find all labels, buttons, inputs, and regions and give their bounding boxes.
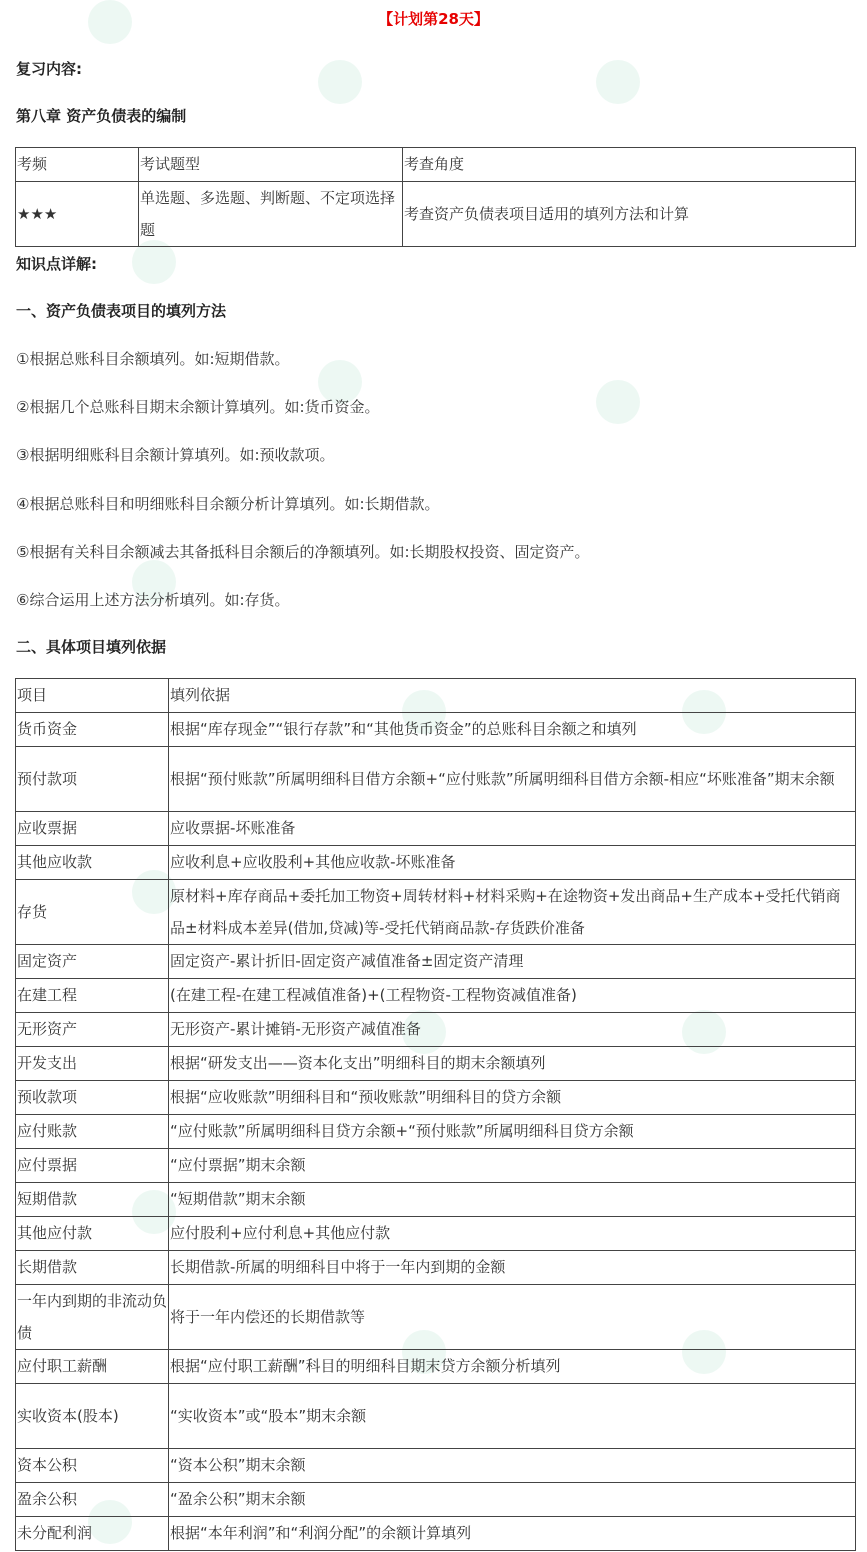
- table-row: [16, 1217, 856, 1251]
- section-heading: 二、具体项目填列依据: [16, 638, 167, 656]
- page-title: 【计划第28天】: [378, 10, 489, 28]
- table-row: [16, 1384, 856, 1449]
- review-label: 复习内容:: [16, 60, 82, 78]
- item-name: 盈余公积: [16, 1483, 169, 1517]
- table-row: [16, 846, 856, 880]
- item-basis: 根据“应付职工薪酬”科目的明细科目期末贷方余额分析填列: [169, 1350, 856, 1384]
- item-basis: 应收票据-坏账准备: [169, 812, 856, 846]
- table-row: [16, 1183, 856, 1217]
- item-basis: 原材料+库存商品+委托加工物资+周转材料+材料采购+在途物资+发出商品+生产成本+受托代销商品±材料成本差异(借加,贷减)等-受托代销商品款-存货跌价准备: [169, 880, 856, 945]
- watermark-logo-icon: [596, 60, 640, 104]
- item-name: 一年内到期的非流动负债: [16, 1285, 169, 1350]
- table-row: [16, 1013, 856, 1047]
- section-heading: 一、资产负债表项目的填列方法: [16, 302, 227, 320]
- item-basis: “短期借款”期末余额: [169, 1183, 856, 1217]
- frequency-stars: ★★★: [16, 182, 139, 247]
- table-row: [16, 979, 856, 1013]
- items-table: [15, 678, 856, 1551]
- item-name: 预收款项: [16, 1081, 169, 1115]
- item-basis: 应付股利+应付利息+其他应付款: [169, 1217, 856, 1251]
- table-row: [16, 1115, 856, 1149]
- item-name: 短期借款: [16, 1183, 169, 1217]
- chapter-title: 第八章 资产负债表的编制: [16, 107, 187, 125]
- table-row: [16, 1449, 856, 1483]
- table-row: [16, 182, 856, 247]
- item-name: 其他应付款: [16, 1217, 169, 1251]
- table-row: [16, 1350, 856, 1384]
- item-basis: 将于一年内偿还的长期借款等: [169, 1285, 856, 1350]
- table-row: [16, 1081, 856, 1115]
- summary-table: [15, 147, 856, 247]
- item-basis: “资本公积”期末余额: [169, 1449, 856, 1483]
- item-name: 资本公积: [16, 1449, 169, 1483]
- table-header-cell: 考频: [16, 148, 139, 182]
- table-cell: 考查资产负债表项目适用的填列方法和计算: [403, 182, 856, 247]
- item-basis: (在建工程-在建工程减值准备)+(工程物资-工程物资减值准备): [169, 979, 856, 1013]
- table-row: [16, 1251, 856, 1285]
- method-item: ④根据总账科目和明细账科目余额分析计算填列。如:长期借款。: [16, 495, 440, 513]
- table-row: [16, 1047, 856, 1081]
- item-basis: 根据“应收账款”明细科目和“预收账款”明细科目的贷方余额: [169, 1081, 856, 1115]
- table-row: [16, 945, 856, 979]
- table-row: [16, 1483, 856, 1517]
- item-name: 开发支出: [16, 1047, 169, 1081]
- table-header-cell: 考试题型: [139, 148, 403, 182]
- item-name: 应付票据: [16, 1149, 169, 1183]
- watermark-logo-icon: [596, 380, 640, 424]
- item-name: 存货: [16, 880, 169, 945]
- item-basis: 根据“预付账款”所属明细科目借方余额+“应付账款”所属明细科目借方余额-相应“坏账准备”期末余额: [169, 747, 856, 812]
- item-name: 应付账款: [16, 1115, 169, 1149]
- table-row: [16, 713, 856, 747]
- item-basis: “实收资本”或“股本”期末余额: [169, 1384, 856, 1449]
- table-row: [16, 812, 856, 846]
- item-basis: “应付票据”期末余额: [169, 1149, 856, 1183]
- method-item: ②根据几个总账科目期末余额计算填列。如:货币资金。: [16, 398, 380, 416]
- item-name: 在建工程: [16, 979, 169, 1013]
- knowledge-label: 知识点详解:: [16, 255, 97, 273]
- item-basis: “盈余公积”期末余额: [169, 1483, 856, 1517]
- table-row: [16, 1285, 856, 1350]
- method-item: ⑥综合运用上述方法分析填列。如:存货。: [16, 591, 290, 609]
- method-item: ⑤根据有关科目余额减去其备抵科目余额后的净额填列。如:长期股权投资、固定资产。: [16, 543, 590, 561]
- method-item: ①根据总账科目余额填列。如:短期借款。: [16, 350, 290, 368]
- item-name: 无形资产: [16, 1013, 169, 1047]
- method-item: ③根据明细账科目余额计算填列。如:预收款项。: [16, 446, 335, 464]
- item-name: 其他应收款: [16, 846, 169, 880]
- table-row: [16, 1149, 856, 1183]
- table-header-row: [16, 679, 856, 713]
- item-basis: 无形资产-累计摊销-无形资产减值准备: [169, 1013, 856, 1047]
- table-row: [16, 880, 856, 945]
- item-basis: 根据“库存现金”“银行存款”和“其他货币资金”的总账科目余额之和填列: [169, 713, 856, 747]
- item-basis: 固定资产-累计折旧-固定资产减值准备±固定资产清理: [169, 945, 856, 979]
- item-name: 货币资金: [16, 713, 169, 747]
- table-header-cell: 项目: [16, 679, 169, 713]
- item-name: 应付职工薪酬: [16, 1350, 169, 1384]
- item-name: 实收资本(股本): [16, 1384, 169, 1449]
- item-name: 长期借款: [16, 1251, 169, 1285]
- table-row: [16, 1517, 856, 1551]
- table-cell: 单选题、多选题、判断题、不定项选择题: [139, 182, 403, 247]
- item-basis: 根据“研发支出——资本化支出”明细科目的期末余额填列: [169, 1047, 856, 1081]
- table-row: [16, 747, 856, 812]
- item-basis: 长期借款-所属的明细科目中将于一年内到期的金额: [169, 1251, 856, 1285]
- item-name: 预付款项: [16, 747, 169, 812]
- watermark-logo-icon: [318, 60, 362, 104]
- item-name: 应收票据: [16, 812, 169, 846]
- item-basis: “应付账款”所属明细科目贷方余额+“预付账款”所属明细科目贷方余额: [169, 1115, 856, 1149]
- item-name: 固定资产: [16, 945, 169, 979]
- table-header-row: [16, 148, 856, 182]
- item-basis: 根据“本年利润”和“利润分配”的余额计算填列: [169, 1517, 856, 1551]
- item-basis: 应收利息+应收股利+其他应收款-坏账准备: [169, 846, 856, 880]
- item-name: 未分配利润: [16, 1517, 169, 1551]
- table-header-cell: 填列依据: [169, 679, 856, 713]
- table-header-cell: 考查角度: [403, 148, 856, 182]
